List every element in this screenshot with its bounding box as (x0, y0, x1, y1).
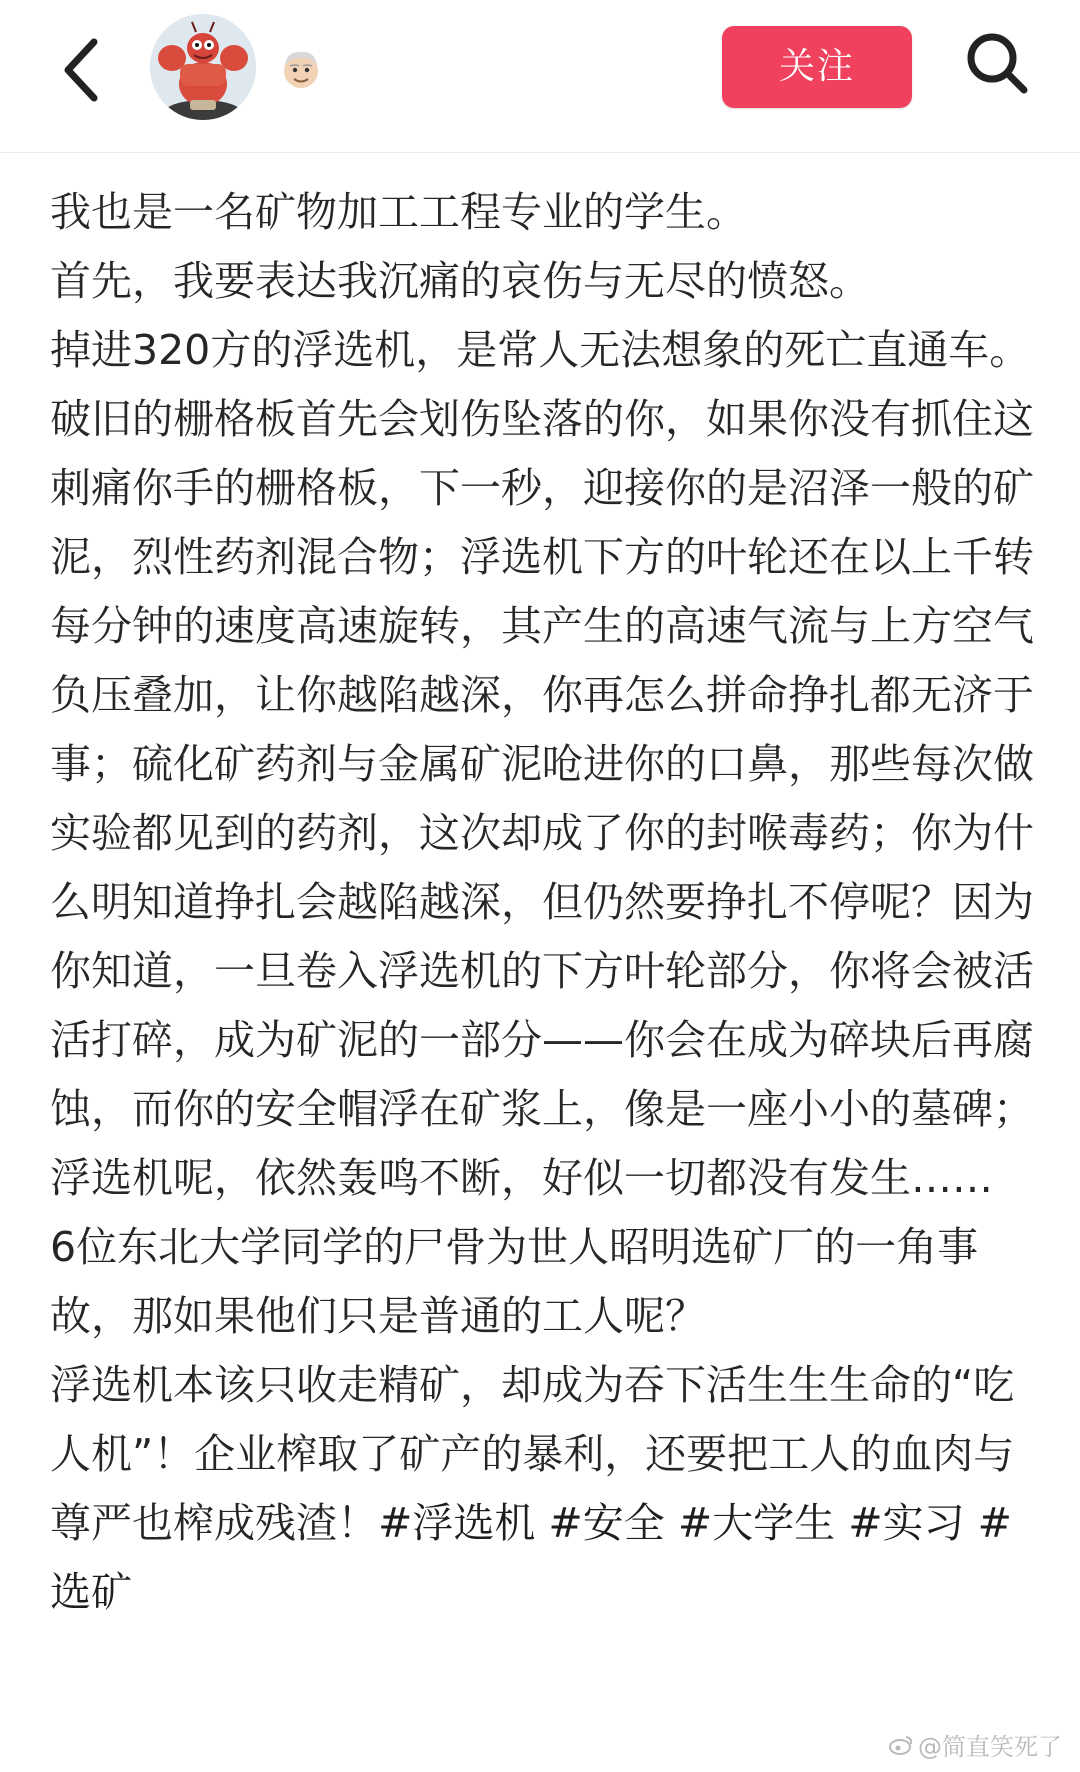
old-man-emoji-icon (277, 45, 325, 93)
follow-button[interactable]: 关注 (722, 26, 912, 108)
hashtag[interactable]: #安全 (548, 1499, 665, 1547)
watermark-text: @简直笑死了 (918, 1733, 1062, 1761)
post-paragraph: 掉进320方的浮选机，是常人无法想象的死亡直通车。破旧的栅格板首先会划伤坠落的你，如果你没有抓住这刺痛你手的栅格板，下一秒，迎接你的是沼泽一般的矿泥，烈性药剂混合物；浮选机下方的叶轮还在以上千转每分钟的速度高速旋转，其产生的高速气流与上方空气负压叠加，让你越陷越深，你再怎么拼命挣扎都无济于事；硫化矿药剂与金属矿泥呛进你的口鼻，那些每次做实验都见到的药剂，这次却成了你的封喉毒药；你为什么明知道挣扎会越陷越深，但仍然要挣扎不停呢？因为你知道，一旦卷入浮选机的下方叶轮部分，你将会被活活打碎，成为矿泥的一部分——你会在成为碎块后再腐蚀，而你的安全帽浮在矿浆上，像是一座小小的墓碑；浮选机呢，依然轰鸣不断，好似一切都没有发生…… (50, 326, 1034, 1202)
weibo-logo-icon (888, 1734, 914, 1756)
hashtag[interactable]: #实习 (848, 1499, 965, 1547)
avatar[interactable] (150, 14, 256, 120)
search-icon (962, 28, 1032, 98)
hashtag[interactable]: #浮选机 (378, 1499, 536, 1547)
post-paragraph: 6位东北大学同学的尸骨为世人昭明选矿厂的一角事故，那如果他们只是普通的工人呢？ (50, 1223, 979, 1340)
post-paragraph-text: 浮选机本该只收走精矿，却成为吞下活生生生命的“吃人机”！企业榨取了矿产的暴利，还要把工人的血肉与尊严也榨成残渣！ (50, 1361, 1015, 1547)
hashtag[interactable]: #大学生 (677, 1499, 836, 1547)
hashtag[interactable]: #选矿 (50, 1499, 1012, 1616)
post-body (50, 178, 1035, 1627)
post-paragraph: 首先，我要表达我沉痛的哀伤与无尽的愤怒。 (50, 257, 870, 305)
chevron-left-icon (52, 30, 112, 110)
post-paragraph: 我也是一名矿物加工工程专业的学生。 (50, 188, 747, 236)
back-button[interactable] (52, 30, 112, 110)
top-bar (0, 0, 1080, 153)
watermark (888, 1727, 1062, 1762)
search-button[interactable] (962, 28, 1032, 98)
muscular-cartoon-avatar-icon (150, 14, 256, 120)
post-paragraph-with-tags (50, 1351, 1035, 1627)
